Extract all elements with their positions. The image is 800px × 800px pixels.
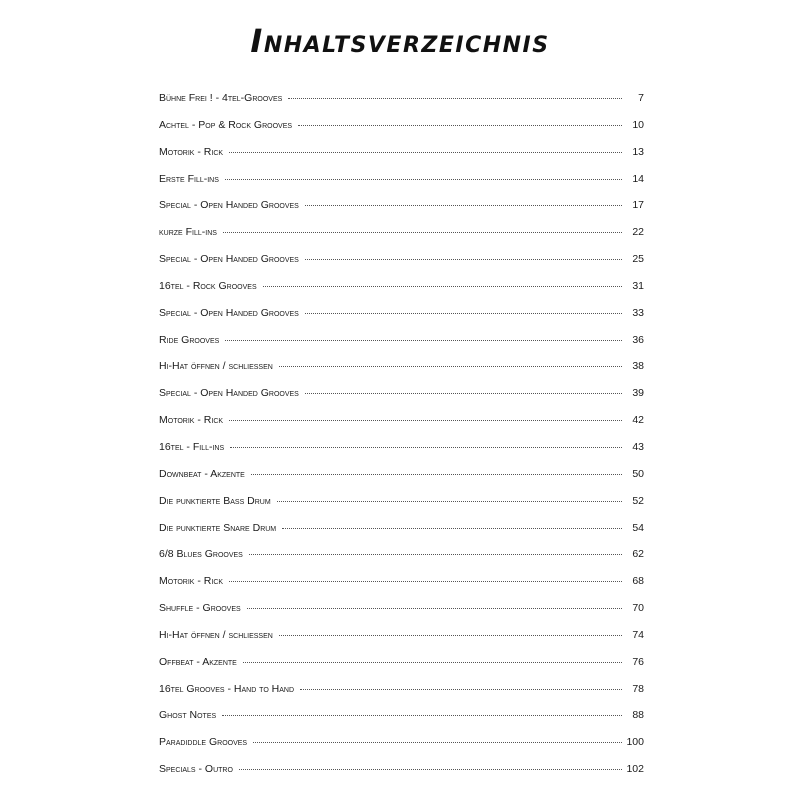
toc-entry (159, 654, 644, 681)
toc-entry-page-number: 76 (632, 655, 644, 668)
toc-entry-page-number: 70 (632, 602, 644, 615)
toc-entry-page-number: 31 (632, 279, 644, 292)
toc-entry-page-number: 17 (632, 199, 644, 212)
dot-leader (298, 125, 622, 126)
toc-entry (159, 385, 644, 412)
toc-entry (159, 197, 644, 224)
dot-leader (305, 259, 622, 260)
toc-entry-label: Special - Open Handed Grooves (159, 387, 299, 400)
toc-entry-page-number: 42 (632, 414, 644, 427)
toc-entry-label: Die punktierte Snare Drum (159, 521, 277, 534)
dot-leader (230, 447, 622, 448)
toc-entry-label: Hi-Hat öffnen / schliessen (159, 360, 273, 373)
toc-entry-label: Special - Open Handed Grooves (159, 253, 299, 266)
toc-entry-label: Erste Fill-ins (159, 172, 219, 185)
toc-entry (159, 278, 644, 305)
toc-entry-page-number: 100 (626, 736, 644, 749)
toc-entry-label: Hi-Hat öffnen / schliessen (159, 628, 273, 641)
toc-entry-page-number: 38 (632, 360, 644, 373)
toc-entry (159, 90, 644, 117)
dot-leader (288, 98, 622, 99)
toc-entry-page-number: 52 (632, 494, 644, 507)
dot-leader (251, 474, 622, 475)
toc-entry-label: Shuffle - Grooves (159, 602, 241, 615)
toc-entry-page-number: 33 (632, 306, 644, 319)
dot-leader (305, 393, 622, 394)
dot-leader (279, 635, 622, 636)
toc-entry (159, 681, 644, 708)
toc-entry (159, 144, 644, 171)
toc-entry-page-number: 39 (632, 387, 644, 400)
toc-entry (159, 520, 644, 547)
dot-leader (247, 608, 622, 609)
dot-leader (229, 152, 622, 153)
dot-leader (277, 501, 622, 502)
toc-entry (159, 761, 644, 788)
toc-entry-page-number: 14 (632, 172, 644, 185)
dot-leader (253, 742, 622, 743)
toc-entry (159, 573, 644, 600)
dot-leader (239, 769, 622, 770)
page-title: Inhaltsverzeichnis (250, 22, 550, 60)
dot-leader (300, 689, 622, 690)
toc-entry-page-number: 62 (632, 548, 644, 561)
toc-entry-label: Specials - Outro (159, 763, 233, 776)
toc-entry-label: Die punktierte Bass Drum (159, 494, 271, 507)
toc-entry (159, 546, 644, 573)
toc-entry (159, 439, 644, 466)
toc-entry-page-number: 54 (632, 521, 644, 534)
toc-entry-label: 16tel Grooves - Hand to Hand (159, 682, 295, 695)
dot-leader (225, 340, 622, 341)
dot-leader (263, 286, 622, 287)
toc-entry-label: Ghost Notes (159, 709, 217, 722)
toc-entry-page-number: 43 (632, 440, 644, 453)
dot-leader (282, 528, 622, 529)
toc-entry-label: kurze Fill-ins (159, 226, 217, 239)
toc-entry-page-number: 25 (632, 253, 644, 266)
toc-entry-label: Bühne Frei ! - 4tel-Grooves (159, 92, 283, 104)
toc-entry (159, 466, 644, 493)
toc-entry (159, 600, 644, 627)
toc-entry-label: 6/8 Blues Grooves (159, 548, 243, 561)
toc-entry-label: Offbeat - Akzente (159, 655, 237, 668)
toc-entry (159, 171, 644, 198)
toc-entry-page-number: 36 (632, 333, 644, 346)
toc-entry-label: Achtel - Pop & Rock Grooves (159, 118, 293, 131)
toc-entry-page-number: 78 (632, 682, 644, 695)
toc-entry-page-number: 68 (632, 575, 644, 588)
table-of-contents (159, 90, 644, 788)
toc-entry-label: Motorik - Rick (159, 575, 224, 588)
toc-entry-label: Ride Grooves (159, 333, 220, 346)
toc-entry (159, 493, 644, 520)
toc-entry-page-number: 102 (626, 763, 644, 776)
dot-leader (229, 420, 622, 421)
toc-entry (159, 358, 644, 385)
dot-leader (225, 179, 622, 180)
toc-entry-page-number: 50 (632, 467, 644, 480)
toc-entry (159, 224, 644, 251)
dot-leader (223, 232, 622, 233)
toc-entry-page-number: 10 (632, 118, 644, 131)
toc-entry (159, 707, 644, 734)
toc-entry-page-number: 22 (632, 226, 644, 239)
toc-entry (159, 117, 644, 144)
toc-entry-label: 16tel - Rock Grooves (159, 279, 257, 292)
toc-entry-page-number: 13 (632, 145, 644, 158)
toc-entry-label: Paradiddle Grooves (159, 736, 248, 749)
toc-entry (159, 734, 644, 761)
toc-entry-label: Motorik - Rick (159, 145, 224, 158)
toc-entry (159, 332, 644, 359)
toc-entry-label: 16tel - Fill-ins (159, 440, 225, 453)
toc-entry-label: Special - Open Handed Grooves (159, 199, 299, 212)
toc-entry-label: Downbeat - Akzente (159, 467, 245, 480)
toc-entry-label: Motorik - Rick (159, 414, 224, 427)
dot-leader (279, 366, 622, 367)
toc-entry-page-number: 74 (632, 628, 644, 641)
dot-leader (305, 205, 622, 206)
toc-entry (159, 412, 644, 439)
toc-entry-page-number: 7 (638, 92, 644, 104)
toc-entry (159, 305, 644, 332)
toc-entry-page-number: 88 (632, 709, 644, 722)
toc-entry (159, 251, 644, 278)
toc-entry (159, 627, 644, 654)
dot-leader (229, 581, 622, 582)
dot-leader (305, 313, 622, 314)
dot-leader (249, 554, 622, 555)
toc-entry-label: Special - Open Handed Grooves (159, 306, 299, 319)
dot-leader (243, 662, 622, 663)
dot-leader (222, 715, 622, 716)
